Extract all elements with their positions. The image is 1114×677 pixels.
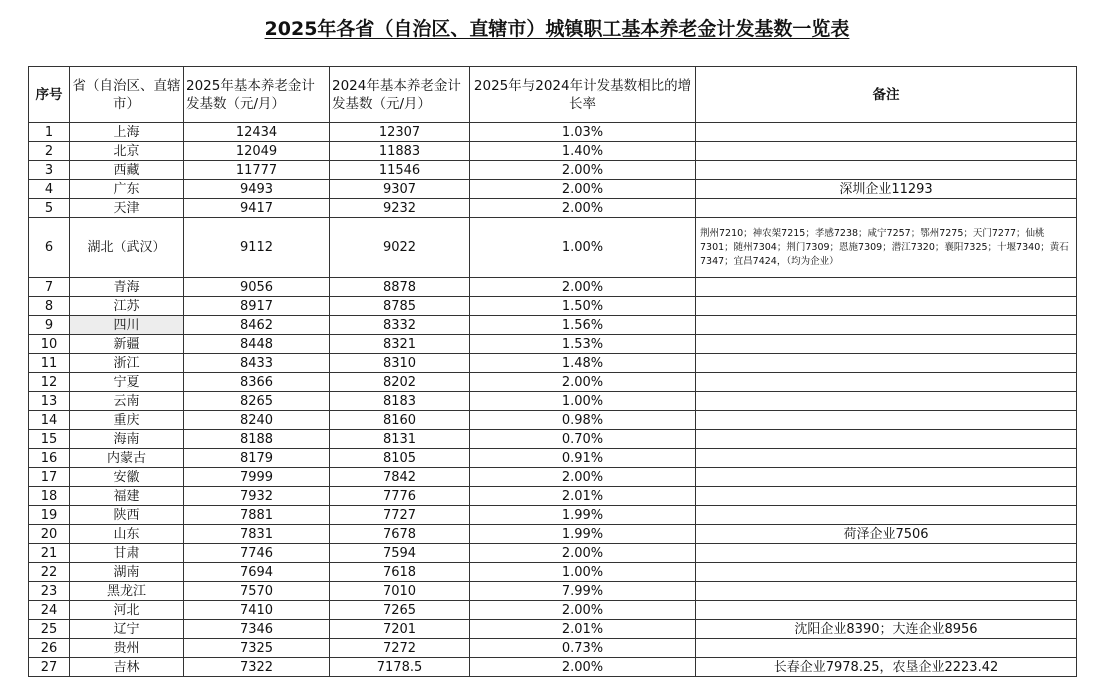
cell-note: 长春企业7978.25，农垦企业2223.42 [696, 658, 1077, 677]
cell-growth: 2.00% [470, 373, 696, 392]
cell-province: 内蒙古 [70, 449, 184, 468]
cell-seq: 19 [29, 506, 70, 525]
cell-base2024: 7618 [330, 563, 470, 582]
cell-seq: 6 [29, 218, 70, 278]
cell-province: 黑龙江 [70, 582, 184, 601]
cell-growth: 0.91% [470, 449, 696, 468]
cell-note [696, 142, 1077, 161]
cell-growth: 2.00% [470, 601, 696, 620]
cell-base2025: 7746 [184, 544, 330, 563]
cell-province: 陕西 [70, 506, 184, 525]
cell-province: 福建 [70, 487, 184, 506]
cell-province: 四川 [70, 316, 184, 335]
cell-note [696, 297, 1077, 316]
cell-growth: 0.98% [470, 411, 696, 430]
cell-base2025: 7831 [184, 525, 330, 544]
cell-base2024: 7842 [330, 468, 470, 487]
cell-base2025: 8240 [184, 411, 330, 430]
header-province: 省（自治区、直辖市） [70, 67, 184, 123]
cell-base2025: 7410 [184, 601, 330, 620]
table-row [29, 544, 1077, 563]
cell-note: 荆州7210；神农架7215；孝感7238；咸宁7257；鄂州7275；天门7277；仙桃7301；随州7304；荆门7309；恩施7309；潜江7320；襄阳7325；十堰7340；黄石7347；宜昌7424，（均为企业） [696, 218, 1077, 278]
cell-growth: 1.53% [470, 335, 696, 354]
cell-base2024: 12307 [330, 123, 470, 142]
cell-base2024: 9307 [330, 180, 470, 199]
table-row [29, 316, 1077, 335]
cell-note [696, 392, 1077, 411]
cell-province: 重庆 [70, 411, 184, 430]
page-title: 2025年各省（自治区、直辖市）城镇职工基本养老金计发基数一览表 [264, 18, 850, 40]
cell-base2025: 8188 [184, 430, 330, 449]
cell-growth: 0.73% [470, 639, 696, 658]
cell-base2024: 7265 [330, 601, 470, 620]
cell-note [696, 563, 1077, 582]
cell-growth: 2.01% [470, 487, 696, 506]
cell-seq: 12 [29, 373, 70, 392]
cell-note [696, 199, 1077, 218]
header-growth: 2025年与2024年计发基数相比的增长率 [470, 67, 696, 123]
cell-seq: 17 [29, 468, 70, 487]
cell-province: 河北 [70, 601, 184, 620]
cell-note [696, 487, 1077, 506]
cell-base2024: 9022 [330, 218, 470, 278]
cell-base2025: 9056 [184, 278, 330, 297]
cell-base2024: 9232 [330, 199, 470, 218]
table-row [29, 354, 1077, 373]
table-row [29, 487, 1077, 506]
cell-growth: 2.01% [470, 620, 696, 639]
cell-base2025: 8917 [184, 297, 330, 316]
header-note: 备注 [696, 67, 1077, 123]
cell-note: 深圳企业11293 [696, 180, 1077, 199]
cell-province: 湖北（武汉） [70, 218, 184, 278]
cell-base2024: 8310 [330, 354, 470, 373]
cell-base2025: 8179 [184, 449, 330, 468]
cell-base2024: 7010 [330, 582, 470, 601]
table-row [29, 506, 1077, 525]
cell-province: 广东 [70, 180, 184, 199]
table-row [29, 123, 1077, 142]
table-row [29, 563, 1077, 582]
table-row [29, 392, 1077, 411]
cell-seq: 27 [29, 658, 70, 677]
cell-growth: 2.00% [470, 468, 696, 487]
cell-base2025: 7999 [184, 468, 330, 487]
cell-seq: 8 [29, 297, 70, 316]
cell-base2024: 7776 [330, 487, 470, 506]
cell-seq: 24 [29, 601, 70, 620]
cell-province: 上海 [70, 123, 184, 142]
cell-seq: 3 [29, 161, 70, 180]
cell-growth: 2.00% [470, 199, 696, 218]
cell-note [696, 316, 1077, 335]
cell-note [696, 468, 1077, 487]
cell-province: 西藏 [70, 161, 184, 180]
table-row [29, 199, 1077, 218]
cell-note: 沈阳企业8390；大连企业8956 [696, 620, 1077, 639]
cell-base2025: 7325 [184, 639, 330, 658]
cell-province: 海南 [70, 430, 184, 449]
cell-base2024: 8878 [330, 278, 470, 297]
cell-growth: 1.99% [470, 525, 696, 544]
cell-growth: 1.40% [470, 142, 696, 161]
table-row [29, 218, 1077, 278]
cell-base2025: 8462 [184, 316, 330, 335]
table-body [29, 123, 1077, 677]
cell-seq: 9 [29, 316, 70, 335]
cell-note [696, 582, 1077, 601]
cell-base2024: 7727 [330, 506, 470, 525]
cell-seq: 13 [29, 392, 70, 411]
cell-growth: 1.03% [470, 123, 696, 142]
cell-base2025: 7570 [184, 582, 330, 601]
header-row [29, 67, 1077, 123]
table-row [29, 373, 1077, 392]
table-row [29, 620, 1077, 639]
cell-seq: 26 [29, 639, 70, 658]
cell-note [696, 161, 1077, 180]
cell-base2025: 7322 [184, 658, 330, 677]
cell-base2025: 8433 [184, 354, 330, 373]
table-row [29, 161, 1077, 180]
cell-seq: 23 [29, 582, 70, 601]
table-row [29, 468, 1077, 487]
cell-growth: 1.00% [470, 563, 696, 582]
cell-seq: 7 [29, 278, 70, 297]
cell-base2024: 7594 [330, 544, 470, 563]
cell-growth: 2.00% [470, 161, 696, 180]
cell-province: 吉林 [70, 658, 184, 677]
cell-growth: 2.00% [470, 658, 696, 677]
cell-base2024: 11546 [330, 161, 470, 180]
table-row [29, 297, 1077, 316]
cell-seq: 11 [29, 354, 70, 373]
table-row [29, 525, 1077, 544]
cell-province: 青海 [70, 278, 184, 297]
cell-base2025: 9417 [184, 199, 330, 218]
cell-province: 北京 [70, 142, 184, 161]
cell-base2024: 8785 [330, 297, 470, 316]
cell-note [696, 335, 1077, 354]
header-seq: 序号 [29, 67, 70, 123]
cell-seq: 15 [29, 430, 70, 449]
cell-base2024: 8183 [330, 392, 470, 411]
cell-province: 安徽 [70, 468, 184, 487]
cell-base2025: 8448 [184, 335, 330, 354]
cell-base2024: 8105 [330, 449, 470, 468]
cell-base2025: 7881 [184, 506, 330, 525]
cell-base2025: 8265 [184, 392, 330, 411]
cell-seq: 22 [29, 563, 70, 582]
cell-base2024: 8321 [330, 335, 470, 354]
cell-seq: 4 [29, 180, 70, 199]
cell-base2025: 7694 [184, 563, 330, 582]
cell-seq: 14 [29, 411, 70, 430]
cell-base2024: 8131 [330, 430, 470, 449]
cell-note: 荷泽企业7506 [696, 525, 1077, 544]
cell-base2025: 7932 [184, 487, 330, 506]
header-base-2024: 2024年基本养老金计发基数（元/月） [330, 67, 470, 123]
cell-note [696, 123, 1077, 142]
cell-province: 浙江 [70, 354, 184, 373]
cell-growth: 1.56% [470, 316, 696, 335]
table-row [29, 411, 1077, 430]
pension-base-table [28, 66, 1077, 677]
cell-growth: 2.00% [470, 544, 696, 563]
cell-base2024: 7178.5 [330, 658, 470, 677]
cell-growth: 1.99% [470, 506, 696, 525]
cell-province: 天津 [70, 199, 184, 218]
cell-province: 山东 [70, 525, 184, 544]
cell-seq: 1 [29, 123, 70, 142]
cell-seq: 16 [29, 449, 70, 468]
table-row [29, 335, 1077, 354]
cell-growth: 1.48% [470, 354, 696, 373]
cell-growth: 1.50% [470, 297, 696, 316]
cell-province: 新疆 [70, 335, 184, 354]
cell-note [696, 373, 1077, 392]
cell-growth: 2.00% [470, 278, 696, 297]
cell-note [696, 278, 1077, 297]
cell-base2025: 7346 [184, 620, 330, 639]
cell-province: 宁夏 [70, 373, 184, 392]
cell-note [696, 639, 1077, 658]
cell-base2024: 8160 [330, 411, 470, 430]
cell-base2024: 8202 [330, 373, 470, 392]
cell-province: 江苏 [70, 297, 184, 316]
cell-base2025: 8366 [184, 373, 330, 392]
header-base-2025: 2025年基本养老金计发基数（元/月） [184, 67, 330, 123]
cell-seq: 21 [29, 544, 70, 563]
cell-seq: 18 [29, 487, 70, 506]
cell-seq: 10 [29, 335, 70, 354]
table-row [29, 639, 1077, 658]
cell-seq: 25 [29, 620, 70, 639]
table-row [29, 278, 1077, 297]
cell-seq: 5 [29, 199, 70, 218]
cell-base2025: 12049 [184, 142, 330, 161]
cell-province: 甘肃 [70, 544, 184, 563]
cell-growth: 7.99% [470, 582, 696, 601]
cell-seq: 20 [29, 525, 70, 544]
cell-base2024: 11883 [330, 142, 470, 161]
cell-base2025: 9493 [184, 180, 330, 199]
cell-base2024: 7272 [330, 639, 470, 658]
cell-note [696, 411, 1077, 430]
cell-growth: 1.00% [470, 392, 696, 411]
cell-base2025: 9112 [184, 218, 330, 278]
cell-note [696, 354, 1077, 373]
table-row [29, 430, 1077, 449]
cell-province: 贵州 [70, 639, 184, 658]
table-row [29, 582, 1077, 601]
table-row [29, 601, 1077, 620]
cell-growth: 1.00% [470, 218, 696, 278]
cell-base2025: 12434 [184, 123, 330, 142]
cell-base2024: 7678 [330, 525, 470, 544]
cell-base2024: 7201 [330, 620, 470, 639]
cell-province: 湖南 [70, 563, 184, 582]
cell-seq: 2 [29, 142, 70, 161]
cell-note [696, 601, 1077, 620]
cell-base2025: 11777 [184, 161, 330, 180]
cell-note [696, 449, 1077, 468]
cell-province: 云南 [70, 392, 184, 411]
cell-growth: 2.00% [470, 180, 696, 199]
cell-note [696, 544, 1077, 563]
table-row [29, 180, 1077, 199]
table-row [29, 449, 1077, 468]
cell-growth: 0.70% [470, 430, 696, 449]
cell-province: 辽宁 [70, 620, 184, 639]
cell-base2024: 8332 [330, 316, 470, 335]
cell-note [696, 506, 1077, 525]
table-row [29, 142, 1077, 161]
cell-note [696, 430, 1077, 449]
